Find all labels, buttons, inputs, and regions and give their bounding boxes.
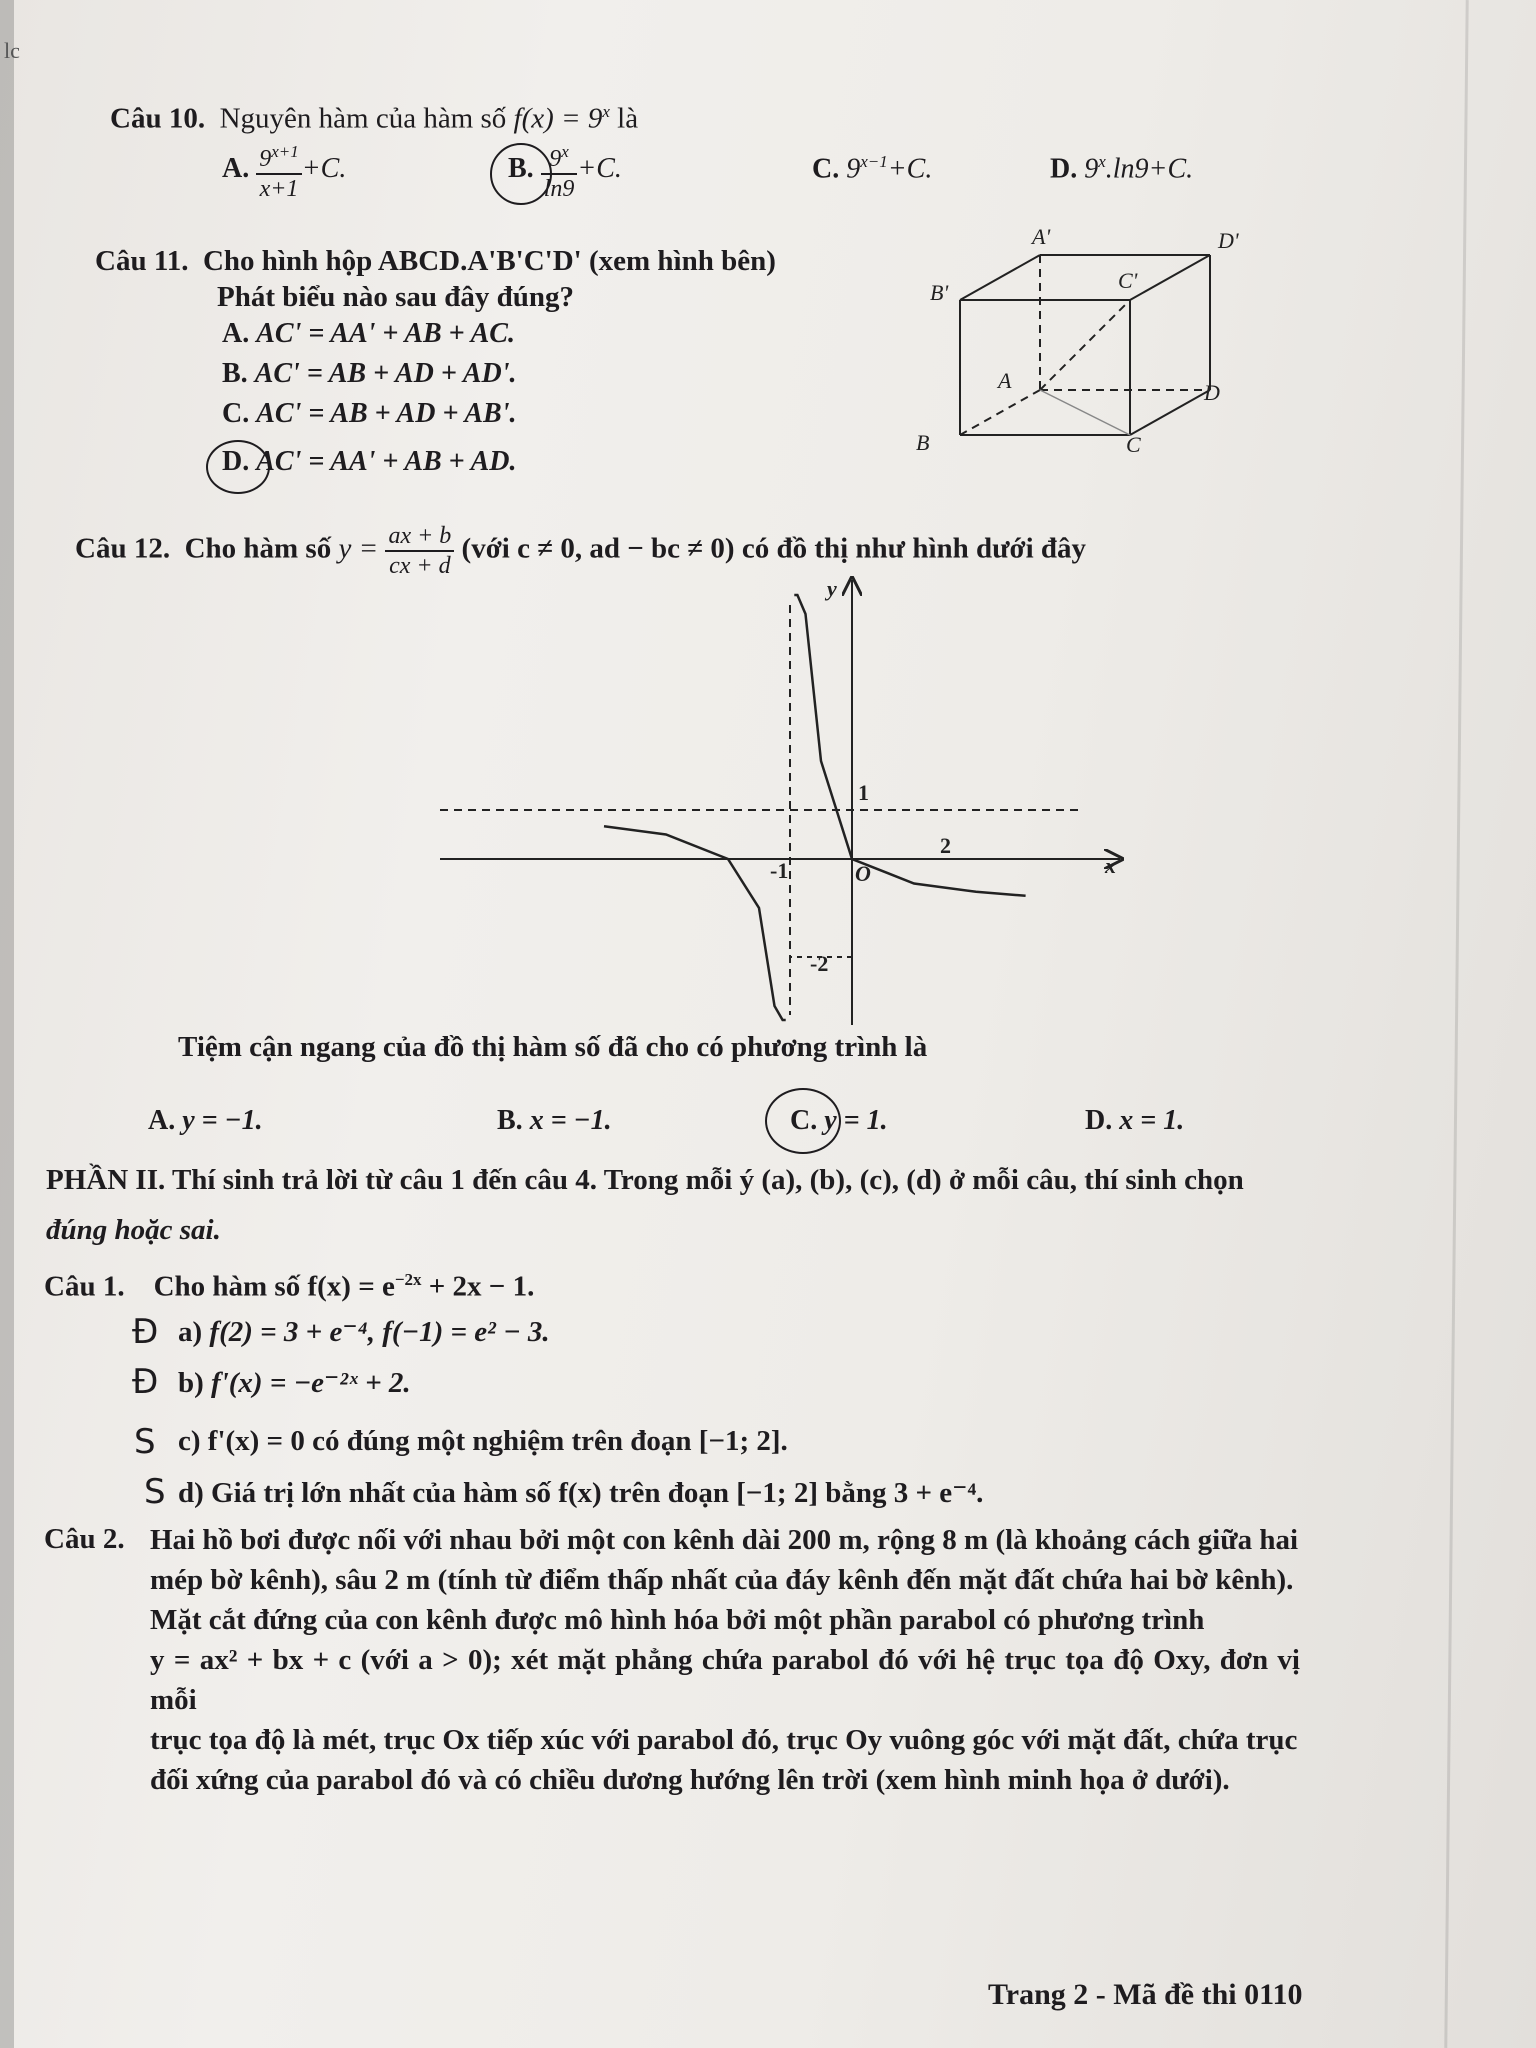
label-C1: C'	[1118, 268, 1138, 293]
label-C: C	[1126, 432, 1141, 457]
q11-stem2: Phát biểu nào sau đây đúng?	[217, 281, 574, 313]
q10-option-a-letter: A.	[222, 152, 250, 184]
q10-formula-exp: x	[602, 102, 610, 121]
left-branch	[604, 826, 789, 1020]
p1-b-mark: Đ	[132, 1362, 159, 1402]
q12-option-a[interactable]: A. y = −1.	[148, 1105, 263, 1136]
corner-mark: lc	[4, 38, 20, 63]
q11-answer-circle	[206, 440, 270, 494]
q11-stem: Câu 11. Cho hình hộp ABCD.A'B'C'D' (xem hình bên)	[95, 245, 776, 277]
q12-option-b[interactable]: B. x = −1.	[497, 1105, 612, 1136]
q10-option-c[interactable]: C. $9^{x-1}+C$.	[812, 152, 933, 185]
tick-label-x2: 2	[940, 833, 951, 858]
p1-item-d[interactable]: d) Giá trị lớn nhất của hàm số f(x) trên đoạn [−1; 2] bằng 3 + e⁻⁴.	[178, 1477, 984, 1509]
q11-option-c[interactable]: C. AC' = AB + AD + AB'.	[222, 398, 517, 429]
p1-d-mark: S	[144, 1472, 166, 1512]
q11-option-a[interactable]: A. AC' = AA' + AB + AC.	[222, 318, 515, 349]
x-axis-label: x	[1105, 853, 1116, 878]
page-fold-line	[1444, 0, 1468, 2048]
q12-option-c[interactable]: C. y = 1.	[790, 1105, 888, 1136]
q10-option-b[interactable]: B. $\frac{9^x}{\ln 9}$ +C.	[508, 138, 622, 203]
p2-body: Hai hồ bơi được nối với nhau bởi một con kênh dài 200 m, rộng 8 m (là khoảng cách giữa hai mép bờ kênh), sâu 2 m (tính từ điểm thấp nhất của đáy kênh đến mặt đất chứa hai bờ kênh). Mặt cắt đứng của con kênh được mô hình hóa bởi một phần parabol có phương trình y = ax² + bx + c (với a > 0); xét mặt phẳng chứa parabol đó với hệ trục tọa độ Oxy, đơn vị mỗi trục tọa độ là mét, trục Ox tiếp xúc với parabol đó, trục Oy vuông góc với mặt đất, chứa trục đối xứng của parabol đó và có chiều dương hướng lên trời (xem hình minh họa ở dưới).	[150, 1524, 1300, 1796]
q12-option-d[interactable]: D. x = 1.	[1085, 1105, 1185, 1136]
part2-heading: PHẦN II. Thí sinh trả lời từ câu 1 đến câu 4. Trong mỗi ý (a), (b), (c), (d) ở mỗi câu, thí sinh chọn	[46, 1164, 1244, 1196]
p1-stem: Câu 1. Cho hàm số $f(x) = e^{-2x} + 2x - 1$.	[44, 1270, 535, 1303]
q10-option-b-letter: B.	[508, 152, 534, 184]
tick-label-y1: 1	[858, 780, 869, 805]
label-B: B	[916, 430, 930, 455]
part2-heading2: đúng hoặc sai.	[46, 1214, 221, 1246]
parallelepiped-figure	[900, 220, 1260, 460]
q10-formula: f(x) = 9	[513, 102, 603, 135]
p1-item-a[interactable]: a) f(2) = 3 + e⁻⁴, f(−1) = e² − 3.	[178, 1316, 550, 1348]
q10-number: Câu 10.	[110, 102, 206, 135]
origin-label: O	[855, 861, 871, 886]
q10-option-b-fraction: $\frac{9^x}{\ln 9}$	[541, 138, 578, 203]
p2-number: Câu 2.	[44, 1523, 125, 1555]
q11-option-d[interactable]: D. AC' = AA' + AB + AD.	[222, 446, 517, 477]
right-branch	[794, 595, 1025, 896]
label-A: A	[998, 368, 1012, 393]
tick-label-yneg2: -2	[810, 951, 829, 976]
q10-answer-circle	[490, 143, 552, 205]
label-D1: D'	[1218, 228, 1239, 253]
q12-stem: Câu 12. Cho hàm số y = $\frac{ax + b}{cx + d}$ (với c ≠ 0, ad − bc ≠ 0) có đồ thị như hình dưới đây	[75, 523, 1087, 579]
p1-item-b[interactable]: b) f'(x) = −e⁻²ˣ + 2.	[178, 1367, 411, 1399]
page-footer: Trang 2 - Mã đề thi 0110	[988, 1978, 1303, 2011]
q10-option-d[interactable]: D. $9^x.\ln 9+C$.	[1050, 152, 1194, 185]
tick-label-xneg1: -1	[770, 858, 789, 883]
label-A1: A'	[1032, 224, 1051, 249]
hyperbola-graph	[440, 575, 1160, 1035]
q12-answer-circle	[765, 1088, 841, 1154]
label-B1: B'	[930, 280, 949, 305]
q10-option-a[interactable]: A. $\frac{9^{x+1}}{x+1}$ +C.	[222, 138, 346, 203]
page-edge-shadow	[0, 0, 14, 2048]
q10-stem-post: là	[617, 102, 639, 135]
p1-c-mark: S	[134, 1422, 156, 1462]
q12-question: Tiệm cận ngang của đồ thị hàm số đã cho có phương trình là	[178, 1031, 928, 1063]
q10-stem-pre: Nguyên hàm của hàm số	[219, 102, 507, 135]
q12-fraction: $\frac{ax + b}{cx + d}$	[385, 522, 454, 580]
q10-stem	[110, 95, 638, 136]
q11-option-b[interactable]: B. AC' = AB + AD + AD'.	[222, 358, 517, 389]
p1-a-mark: Đ	[132, 1312, 159, 1352]
q10-option-a-fraction: $\frac{9^{x+1}}{x+1}$	[256, 138, 302, 203]
label-D: D	[1204, 380, 1220, 405]
p1-item-c[interactable]: c) f'(x) = 0 có đúng một nghiệm trên đoạn [−1; 2].	[178, 1425, 788, 1457]
y-axis-label: y	[827, 576, 837, 601]
